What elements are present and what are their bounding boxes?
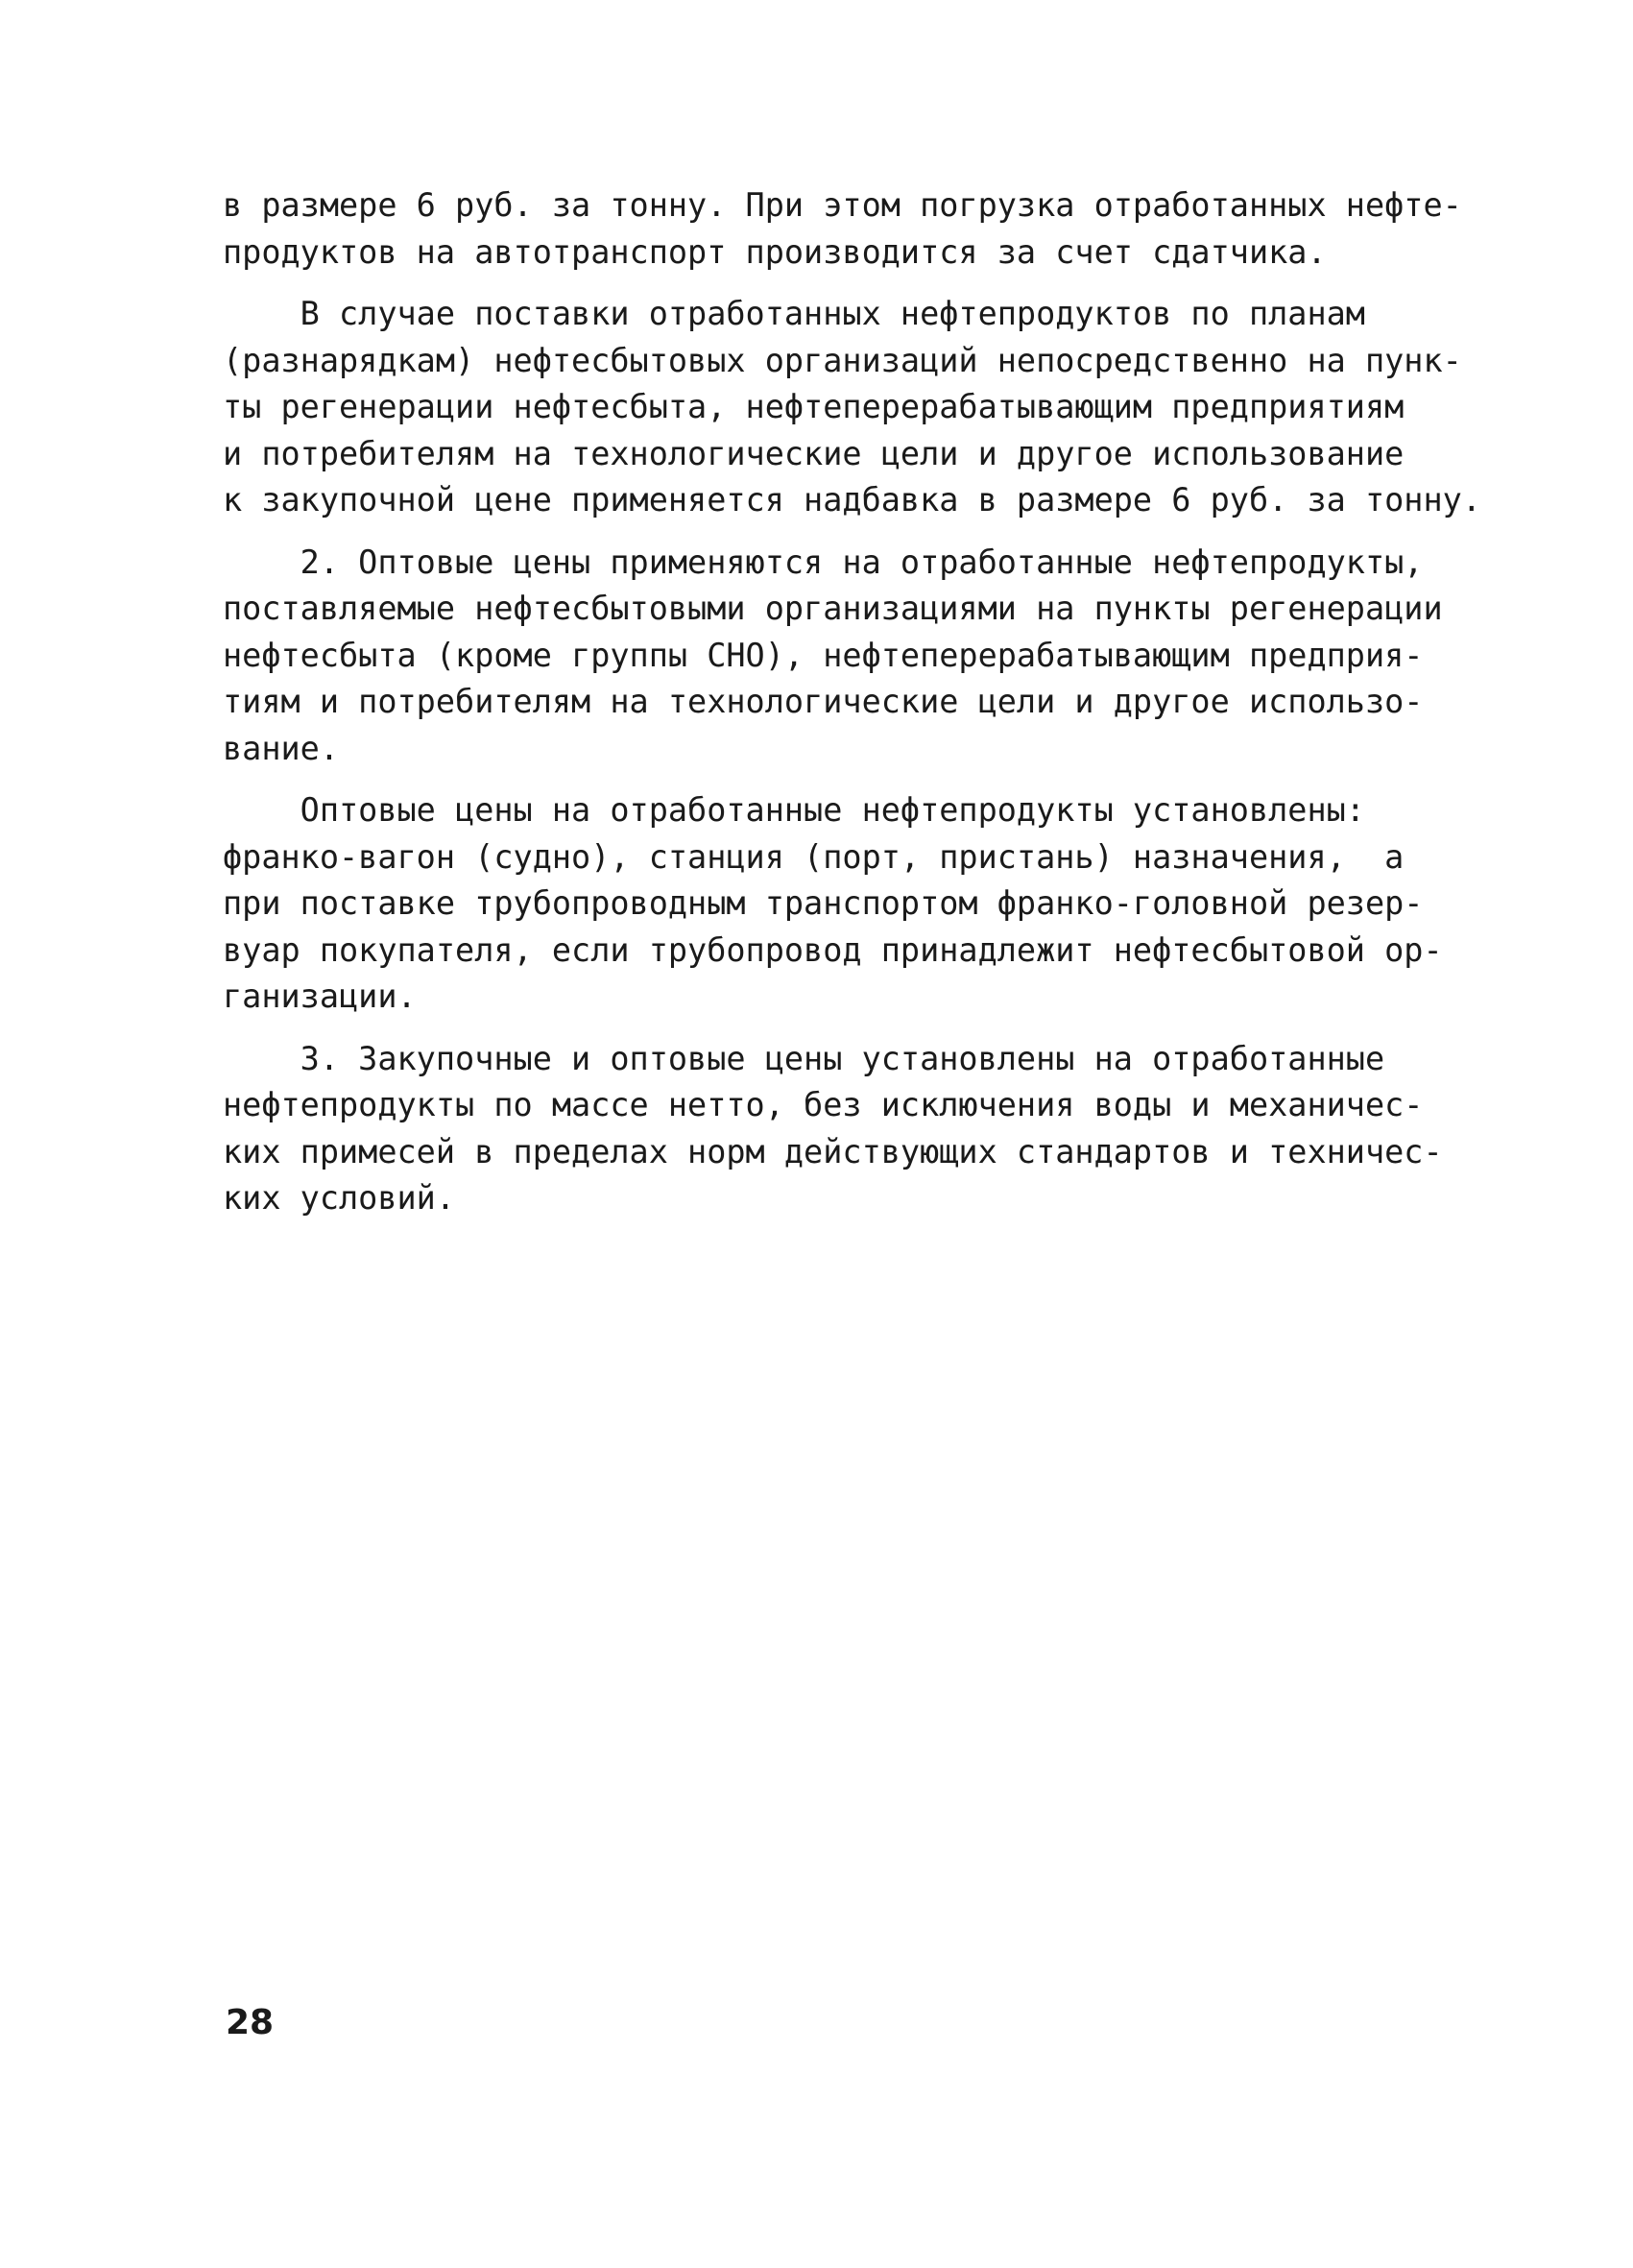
text-line: и потребителям на технологические цели и другое использование [223, 434, 1405, 472]
text-line: ких условий. [223, 1179, 456, 1217]
paragraph-2 [223, 291, 1481, 524]
text-line: продуктов на автотранспорт производится за счет сдатчика. [223, 232, 1327, 271]
text-line: в размере 6 руб. за тонну. При этом погрузка отработанных нефте- [223, 186, 1462, 224]
text-line: вуар покупателя, если трубопровод принадлежит нефтесбытовой ор- [223, 930, 1443, 969]
text-line: 3. Закупочные и оптовые цены установлены на отработанные [223, 1039, 1385, 1077]
text-line: франко-вагон (судно), станция (порт, пристань) назначения, а [223, 837, 1405, 876]
paragraph-5 [223, 1036, 1471, 1222]
text-line: Оптовые цены на отработанные нефтепродукты установлены: [223, 791, 1365, 829]
paragraph-3 [223, 540, 1471, 773]
text-line: нефтесбыта (кроме группы СНО), нефтеперерабатывающим предприя- [223, 636, 1424, 674]
text-line: поставляемые нефтесбытовыми организациями на пункты регенерации [223, 590, 1443, 627]
body-text [223, 182, 1481, 1222]
text-line: ты регенерации нефтесбыта, нефтеперерабатывающим предприятиям [223, 388, 1405, 425]
text-line: ких примесей в пределах норм действующих стандартов и техничес- [223, 1132, 1443, 1170]
paragraph-4 [223, 787, 1471, 1021]
text-line: при поставке трубопроводным транспортом франко-головной резер- [223, 884, 1424, 922]
paragraph-1 [223, 182, 1471, 276]
text-line: тиям и потребителям на технологические цели и другое использо- [223, 683, 1424, 720]
text-line: 2. Оптовые цены применяются на отработанные нефтепродукты, [223, 543, 1424, 581]
text-line: к закупочной цене применяется надбавка в размере 6 руб. за тонну. [223, 481, 1481, 519]
text-line: ганизации. [223, 977, 417, 1015]
page-number: 28 [226, 2003, 275, 2042]
text-line: нефтепродукты по массе нетто, без исключения воды и механичес- [223, 1086, 1424, 1123]
text-line: вание. [223, 729, 340, 767]
text-line: (разнарядкам) нефтесбытовых организаций непосредственно на пунк- [223, 341, 1462, 379]
text-line: В случае поставки отработанных нефтепродуктов по планам [223, 295, 1365, 332]
